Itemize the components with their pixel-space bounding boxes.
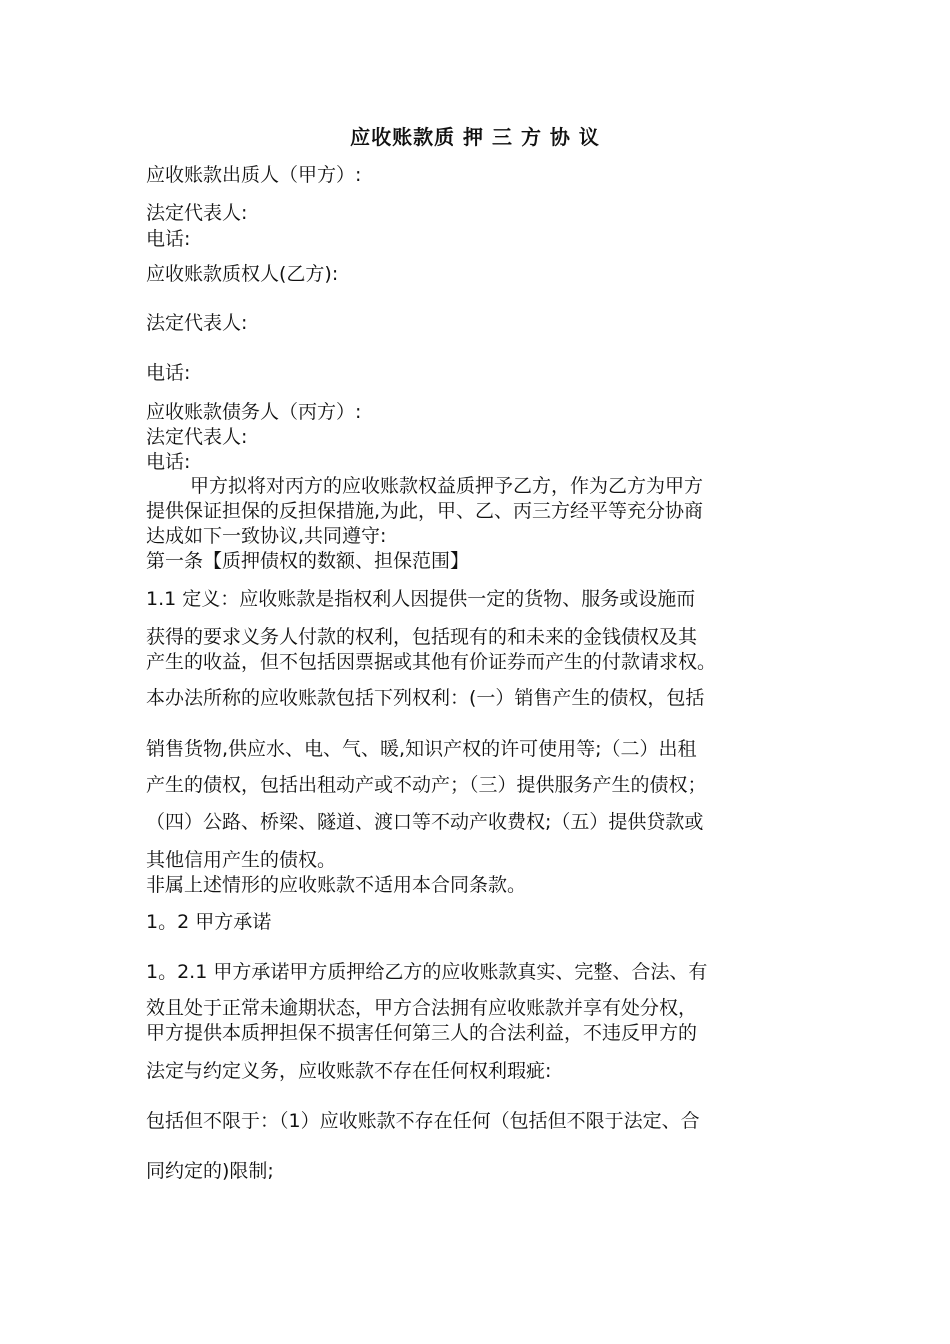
preamble-line: 甲方拟将对丙方的应收账款权益质押予乙方，作为乙方为甲方 [190,475,704,497]
debtor-representative-line: 法定代表人: [146,426,248,448]
section-heading: 1。2 甲方承诺 [146,911,272,933]
clause-line: 效且处于正常未逾期状态，甲方合法拥有应收账款并享有处分权， [146,997,698,1019]
clause-line: 法定与约定义务，应收账款不存在任何权利瑕疵: [146,1060,552,1082]
clause-line: 销售货物,供应水、电、气、暖,知识产权的许可使用等;（二）出租 [146,738,697,760]
clause-line: 1.1 定义：应收账款是指权利人因提供一定的货物、服务或设施而 [146,588,696,610]
pledgor-representative-line: 法定代表人: [146,202,248,224]
clause-line: 产生的收益，但不包括因票据或其他有价证券而产生的付款请求权。 [146,651,717,673]
preamble-line: 提供保证担保的反担保措施,为此，甲、乙、丙三方经平等充分协商 [146,500,704,522]
clause-line: 获得的要求义务人付款的权利，包括现有的和未来的金钱债权及其 [146,626,698,648]
preamble-line: 达成如下一致协议,共同遵守: [146,525,387,547]
clause-line: 非属上述情形的应收账款不适用本合同条款。 [146,874,527,896]
debtor-phone-line: 电话: [146,451,191,473]
clause-line: 包括但不限于：（1）应收账款不存在任何（包括但不限于法定、合 [146,1110,700,1132]
pledgee-line: 应收账款质权人(乙方): [146,263,339,285]
clause-line: 其他信用产生的债权。 [146,849,337,871]
clause-line: 产生的债权，包括出租动产或不动产；（三）提供服务产生的债权； [146,774,707,796]
document-title: 应收账款质 押 三 方 协 议 [350,125,600,149]
clause-line: 本办法所称的应收账款包括下列权利：(一）销售产生的债权，包括 [146,687,705,709]
clause-line: 1。2.1 甲方承诺甲方质押给乙方的应收账款真实、完整、合法、有 [146,961,708,983]
pledgee-phone-line: 电话: [146,362,191,384]
pledgor-line: 应收账款出质人（甲方）: [146,164,362,186]
clause-line: 同约定的)限制; [146,1160,274,1182]
pledgor-phone-line: 电话: [146,228,191,250]
article-heading: 第一条【质押债权的数额、担保范围】 [146,550,470,572]
debtor-line: 应收账款债务人（丙方）: [146,401,362,423]
clause-line: （四）公路、桥梁、隧道、渡口等不动产收费权;（五）提供贷款或 [146,811,704,833]
clause-line: 甲方提供本质押担保不损害任何第三人的合法利益，不违反甲方的 [146,1022,698,1044]
pledgee-representative-line: 法定代表人: [146,312,248,334]
